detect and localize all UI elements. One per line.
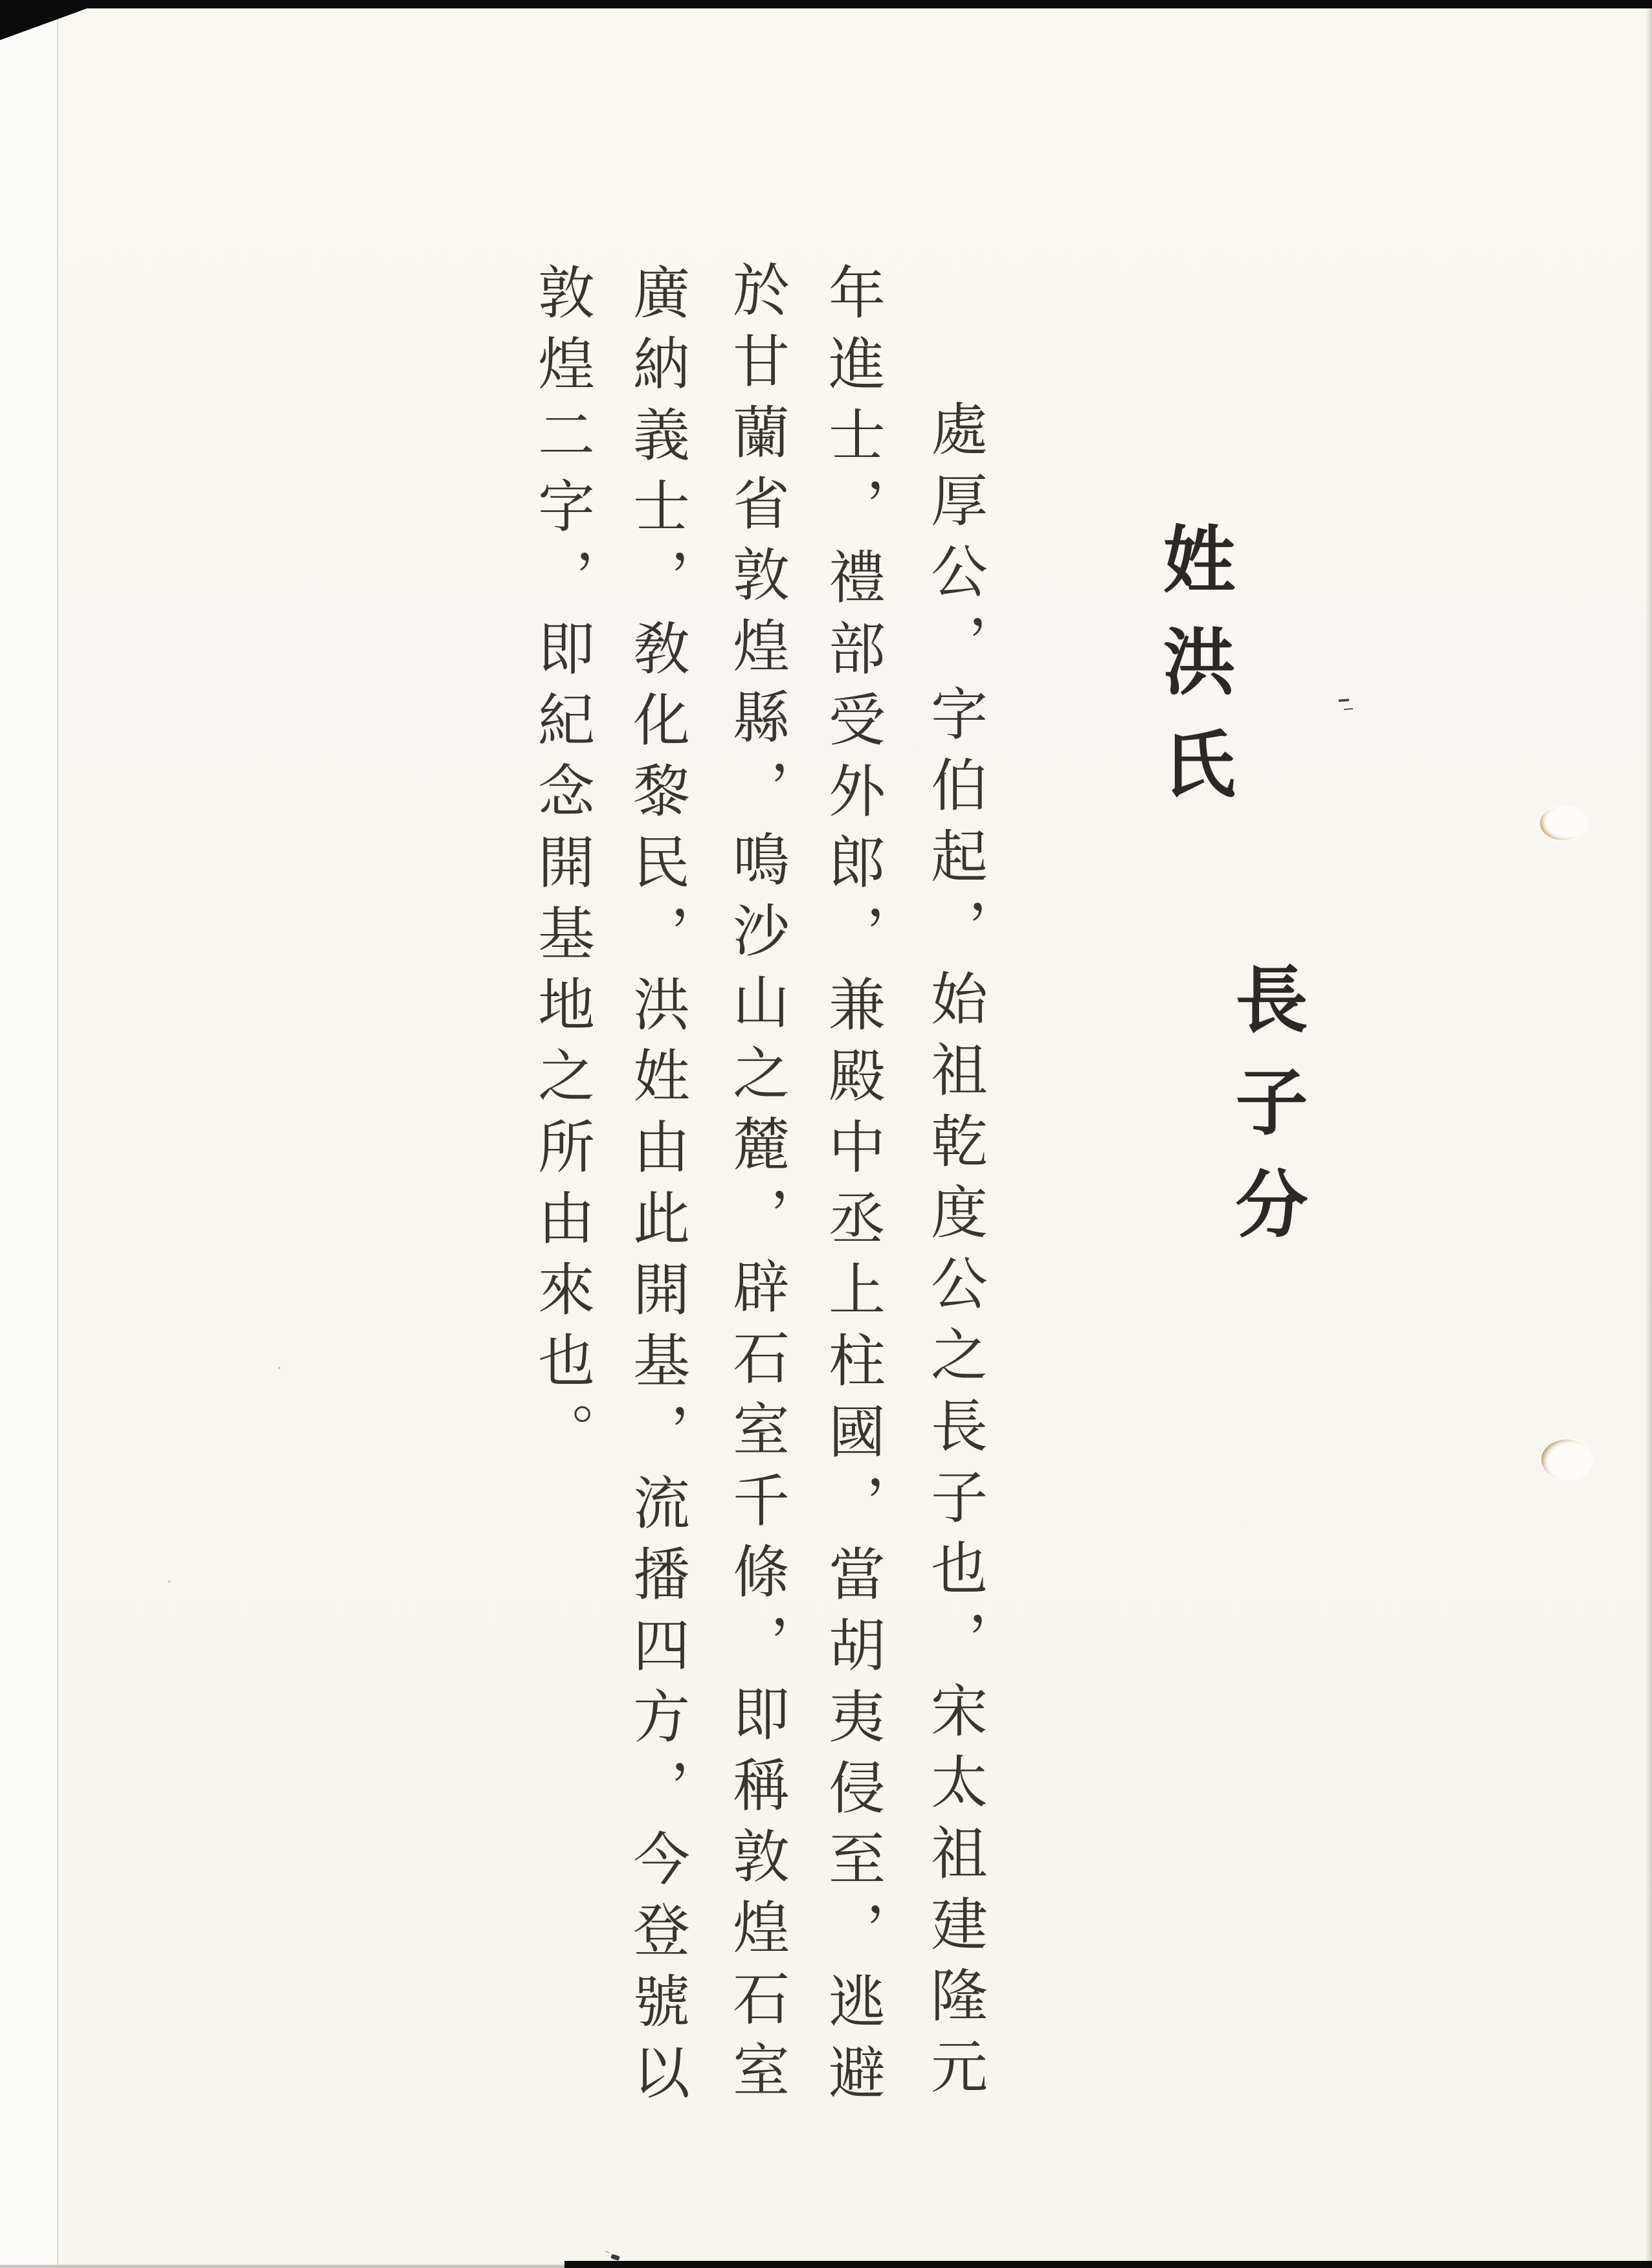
text-column-1: 處厚公，字伯起，始祖乾度公之長子也，宋太祖建隆元 bbox=[922, 399, 985, 2108]
text-column-2: 年進士，禮部受外郎，兼殿中丞上柱國，當胡夷侵至，逃避 bbox=[820, 263, 883, 2114]
paper-stain-upper bbox=[1540, 806, 1587, 840]
page-title bbox=[1084, 522, 1374, 1269]
text-column-5: 敦煌二字，即紀念開基地之所由來也。 bbox=[530, 263, 592, 1473]
paper-specks bbox=[278, 1367, 280, 1369]
page-title-line1: 長子分 bbox=[1225, 962, 1305, 1269]
paper-stain-lower bbox=[1541, 1440, 1592, 1480]
scan-corner-mark bbox=[0, 0, 110, 40]
page-title-line2: 姓洪氏 bbox=[1152, 522, 1233, 828]
scan-edge-top bbox=[0, 0, 1652, 8]
page-right-edge-shadow bbox=[1646, 8, 1652, 2264]
ink-speck bbox=[610, 2254, 620, 2261]
scanner-margin-strip bbox=[0, 8, 58, 2268]
text-column-3: 於甘蘭省敦煌縣，鳴沙山之麓，辟石室千條，即稱敦煌石室 bbox=[724, 260, 787, 2111]
text-column-4: 廣納義士，敎化黎民，洪姓由此開基，流播四方，今登號以 bbox=[625, 263, 687, 2114]
scan-edge-bottom bbox=[564, 2261, 1652, 2268]
